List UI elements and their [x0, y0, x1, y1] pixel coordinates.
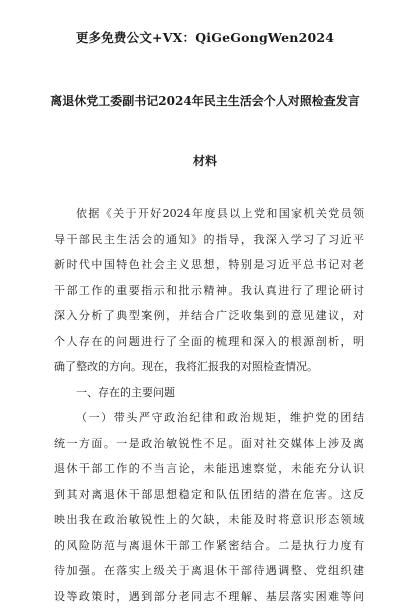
body-line: 退休干部工作的不当言论，未能迅速察觉，未能充分认识	[54, 456, 364, 482]
body-line: 映出我在政治敏锐性上的欠缺，未能及时将意识形态领域	[54, 507, 364, 533]
document-title: 离退休党工委副书记2024年民主生活会个人对照检查发言	[0, 92, 410, 109]
body-line: 到其对离退休干部思想稳定和队伍团结的潜在危害。这反	[54, 482, 364, 508]
body-line: 深入分析了典型案例，并结合广泛收集到的意见建议，对	[54, 303, 364, 329]
document-title-continued: 材料	[0, 152, 410, 169]
body-line: 设等政策时，遇到部分老同志不理解、基层落实困难等问	[54, 584, 364, 609]
body-line: 新时代中国特色社会主义思想，特别是习近平总书记对老	[54, 252, 364, 278]
document-body	[54, 201, 364, 609]
body-line: 个人存在的问题进行了全面的梳理和深入的根源剖析，明	[54, 329, 364, 355]
body-line: 依据《关于开好2024年度县以上党和国家机关党员领	[54, 201, 364, 227]
section-heading: 一、存在的主要问题	[54, 380, 364, 406]
body-line: （一）带头严守政治纪律和政治规矩，维护党的团结	[54, 405, 364, 431]
body-line: 干部工作的重要指示和批示精神。我认真进行了理论研讨	[54, 278, 364, 304]
body-line: 的风险防范与离退休干部工作紧密结合。二是执行力度有	[54, 533, 364, 559]
body-line: 确了整改的方向。现在，我将汇报我的对照检查情况。	[54, 354, 364, 380]
body-line: 统一方面。一是政治敏锐性不足。面对社交媒体上涉及离	[54, 431, 364, 457]
body-line: 待加强。在落实上级关于离退休干部待遇调整、党组织建	[54, 558, 364, 584]
promo-header: 更多免费公文+VX：QiGeGongWen2024	[0, 28, 410, 46]
body-line: 导干部民主生活会的通知》的指导，我深入学习了习近平	[54, 227, 364, 253]
